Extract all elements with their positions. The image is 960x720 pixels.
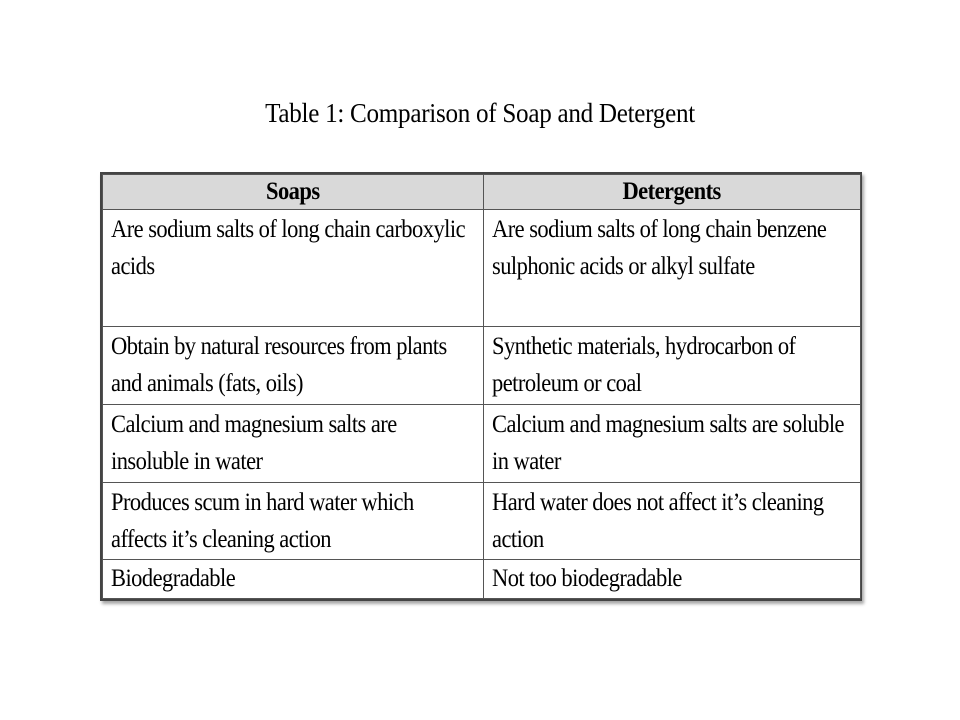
header-soaps: Soaps — [103, 175, 484, 210]
table-cell: Obtain by natural resources from plants and animals (fats, oils) — [103, 327, 484, 405]
table-header-row — [103, 175, 861, 210]
table-cell: Calcium and magnesium salts are soluble in water — [484, 405, 861, 483]
table-cell: Not too biodegradable — [484, 560, 861, 599]
table-cell: Produces scum in hard water which affects it’s cleaning action — [103, 483, 484, 560]
table-row — [103, 405, 861, 483]
table-row — [103, 560, 861, 599]
table-cell: Synthetic materials, hydrocarbon of petroleum or coal — [484, 327, 861, 405]
table-row — [103, 327, 861, 405]
table-cell: Biodegradable — [103, 560, 484, 599]
table-cell: Hard water does not affect it’s cleaning action — [484, 483, 861, 560]
table-caption: Table 1: Comparison of Soap and Detergent — [265, 98, 695, 128]
comparison-table — [100, 172, 862, 601]
header-detergents: Detergents — [484, 175, 861, 210]
table-row — [103, 483, 861, 560]
table-cell: Calcium and magnesium salts are insoluble in water — [103, 405, 484, 483]
table-cell: Are sodium salts of long chain benzene sulphonic acids or alkyl sulfate — [484, 210, 861, 327]
table-cell: Are sodium salts of long chain carboxylic acids — [103, 210, 484, 327]
table-row — [103, 210, 861, 327]
